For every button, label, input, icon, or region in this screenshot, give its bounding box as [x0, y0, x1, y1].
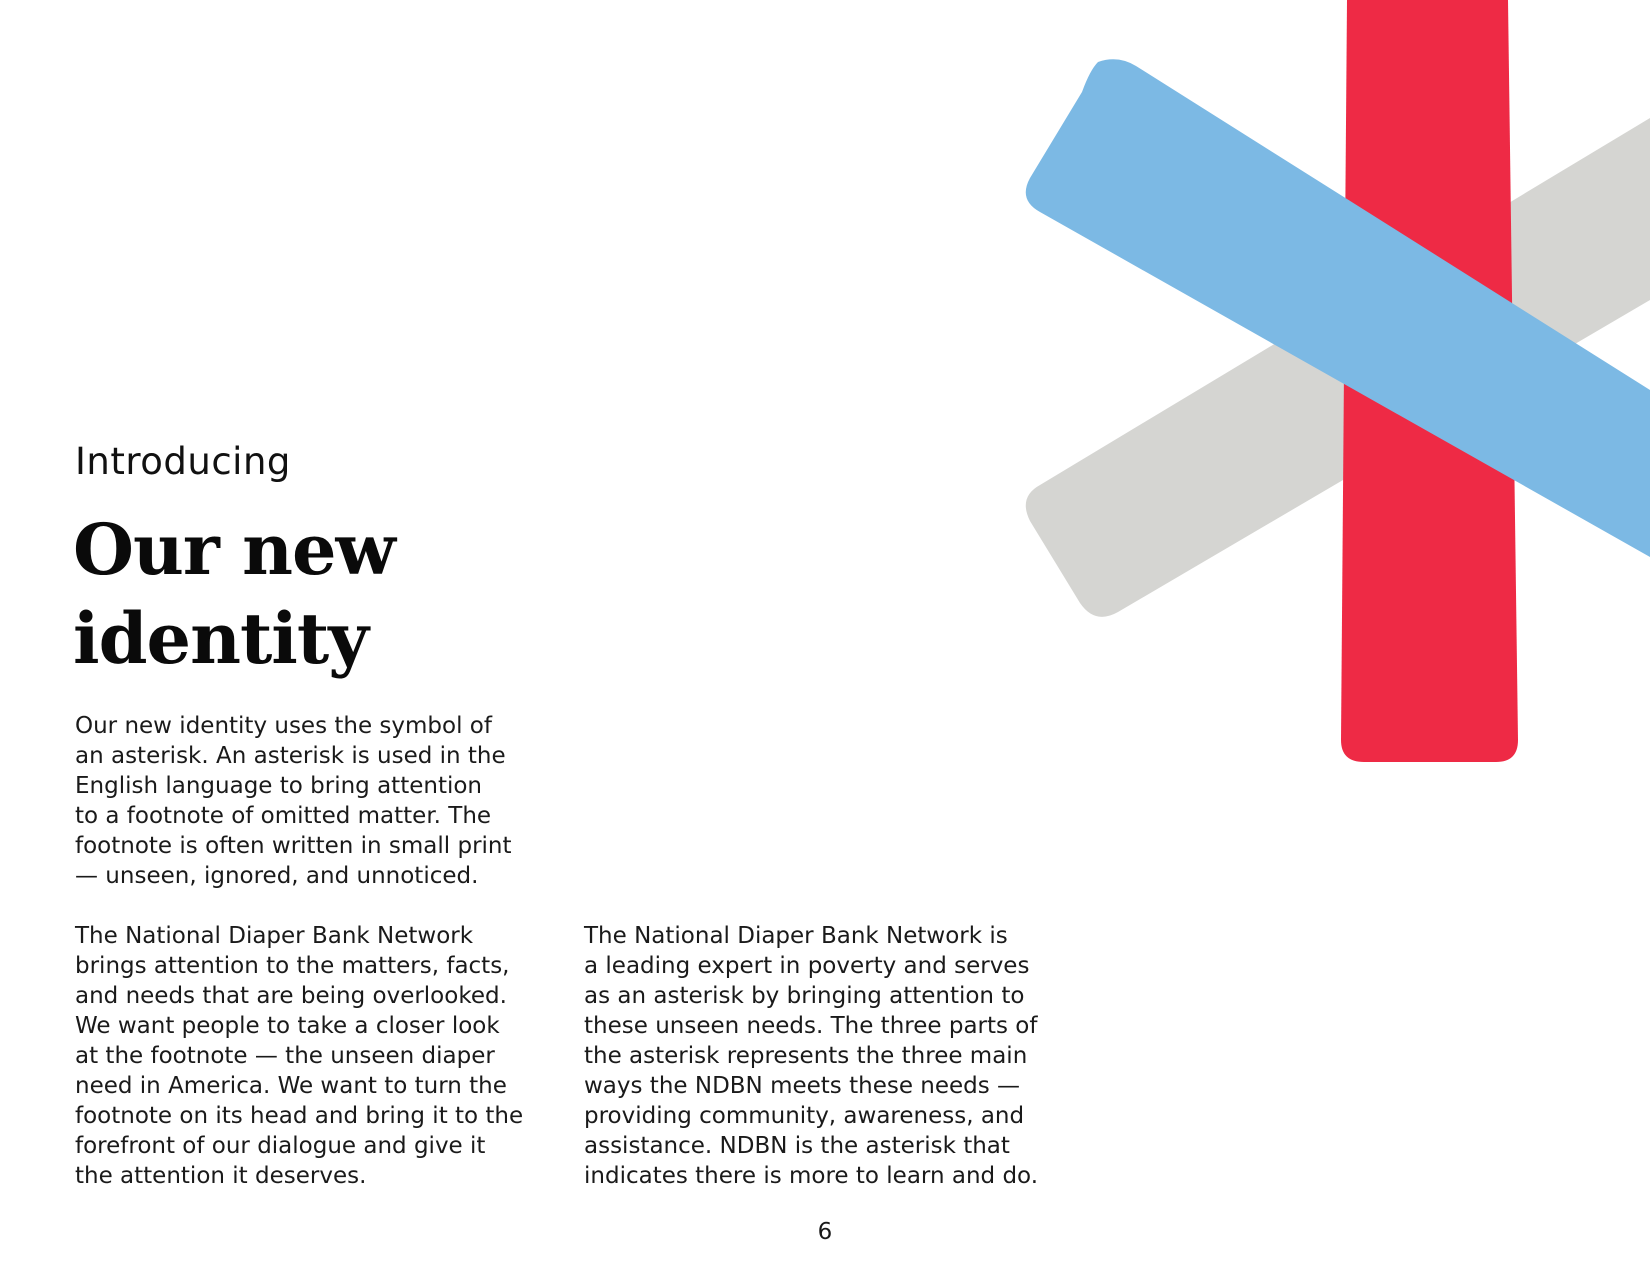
intro-label: Introducing — [75, 440, 291, 483]
body-paragraph-right: The National Diaper Bank Network is a leading expert in poverty and serves as an asterisk by bringing attention to these unseen needs. The three parts of the asterisk represents the three main ways the NDBN meets these needs — providing community, awareness, and assistance. NDBN is the asterisk that indicates there is more to learn and do. — [584, 923, 1039, 1189]
page-title: Our new identity — [73, 508, 395, 680]
intro-paragraph: Our new identity uses the symbol of an asterisk. An asterisk is used in the English language to bring attention to a footnote of omitted matter. The footnote is often written in small print — unseen, ignored, and unnoticed. — [75, 713, 512, 889]
page-number: 6 — [817, 1219, 833, 1245]
body-paragraph-left: The National Diaper Bank Network brings attention to the matters, facts, and needs that are being overlooked. We want people to take a closer look at the footnote — the unseen diaper need in America. We want to turn the footnote on its head and bring it to the forefront of our dialogue and give it the attention it deserves. — [75, 923, 524, 1189]
